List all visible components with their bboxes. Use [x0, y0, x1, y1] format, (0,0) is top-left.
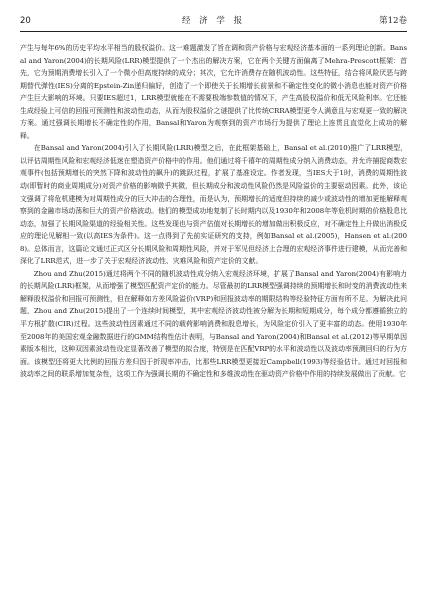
running-header	[20, 14, 407, 28]
journal-title: 经 济 学 报	[181, 16, 246, 26]
page-number: 20	[20, 16, 31, 26]
paragraph: 在Bansal and Yaron(2004)引入了长期风险(LRR)模型之后，在此框架基础上，Bansal et al.(2010)推广了LRR模型，以评估周期性风险和宏观经济低迷在塑造资产价格中的作用。他们通过将千禧年的周期性成分纳入消费动态，并允许捕捉商数宏观事件(包括预期增长的突然下降和波动性的飙升)的跳跃过程，扩展了基准设定。作者发现，当IES大于1时，消费的周期性波动(即暂时的商业周期成分)对资产价格的影响微乎其微，但长期成分和波动性风险仍然是风险溢价的主要驱动因素。此外，该论文强调了将危机建模为对周期性成分的巨大冲击的合理性，而是认为，预期增长的适度但持续的减少或波动性的增加更能解释观察到的金融市场动荡和巨大的资产价格波动。他们的模型成功地复制了长时期内以及1930年和2008年等危机时期的价格股息比动态，加强了长期风险渠道的经验相关性。这些发现也与资产估值对长期增长的增加做出积极反应，对不确定性上升做出消极反应的理论见解相一致(以高IES为条件)。这一点得到了先前实证研究的支持，例如Bansal et al.(2005)，Hansen et al.(2008)。总体而言，这篇论文通过正式区分长期风险和周期性风险，并对于军见但经济上合理的宏观经济事件进行建模，从而完善和深化了LRR范式，进一步了关于宏观经济波动性、灾难风险和资产定价的文献。	[20, 144, 407, 266]
issue-label: 第12卷	[379, 16, 407, 26]
paragraph-continued: 产生与每年6%的历史平均水平相当的股权溢价。这一难题激发了旨在调和资产价格与宏观经济基本面的一系列理论创新。Bansal and Yaron(2004)的长期风险(LRR)模型提供了一个杰出的解决方案，它在两个关键方面偏离了Mehra-Prescott框架：首先，它为预期消费增长引入了一个微小但高度持续的成分；其次，它允许消费存在随机波动性。这些特征，结合将风险厌恶与跨期替代弹性(IES)分离的Epstein-Zin递归偏好，创造了一个即使关于长期增长前景和不确定性变化的微小消息也能对资产价格产生巨大影响的环境。只要IES超过1，LRR模型就能在不需要极端参数值的情况下，产生高股权溢价和低无风险利率。它还能生成经验上可信的回报可预测性和波动性动态，从而为股权溢价之谜提供了比传统CRRA模型更令人满意且与宏观更一致的解决方案。通过强调长期增长不确定性的作用，Bansal和Yaron为观察到的资产市场行为提供了理论上连贯且直觉化上成功的解释。	[20, 44, 407, 140]
header-rule	[20, 31, 407, 32]
paragraph: Zhou and Zhu(2015)通过将两个不同的随机波动性成分纳入宏观经济环境，扩展了Bansal and Yaron(2004)有影响力的长期风险(LRR)框架，从而增强了模型匹配资产定价的能力。尽管最初的LRR模型强调持续的预期增长和时变的消费波动性来解释股权溢价和回报可预测性，但在解释如方差风险溢价(VRP)和回报波动率的期限结构等经验特征方面有所不足。为解决此问题，Zhou and Zhu(2015)提出了一个连续时间模型，其中宏观经济波动性被分解为长期和短期成分，每个成分都遵循独立的平方根扩散(CIR)过程。这些波动性因素通过不同的载荷影响消费和股息增长，为风险定价引入了更丰富的动态。使用1930年至2008年的美国宏观金融数据进行的GMM结构性估计表明，与Bansal and Yaron(2004)和Bansal et al.(2012)等早期单因素版本相比，这种双因素波动性设定显著改善了模型的拟合度，特别是在匹配VRP的水平和波动性以及波动率预测回归的行为方面。该模型还将更大比例的回报方差归因于折现率冲击，比那些LRR模型更接近Campbell(1993)等经验估计。通过对回报和波动率之间的联系增加复杂性，这项工作为强调长期的不确定性和多维波动性在驱动资产价格中作用的持续发展做出了贡献。它	[20, 269, 407, 379]
article-body	[20, 42, 407, 591]
